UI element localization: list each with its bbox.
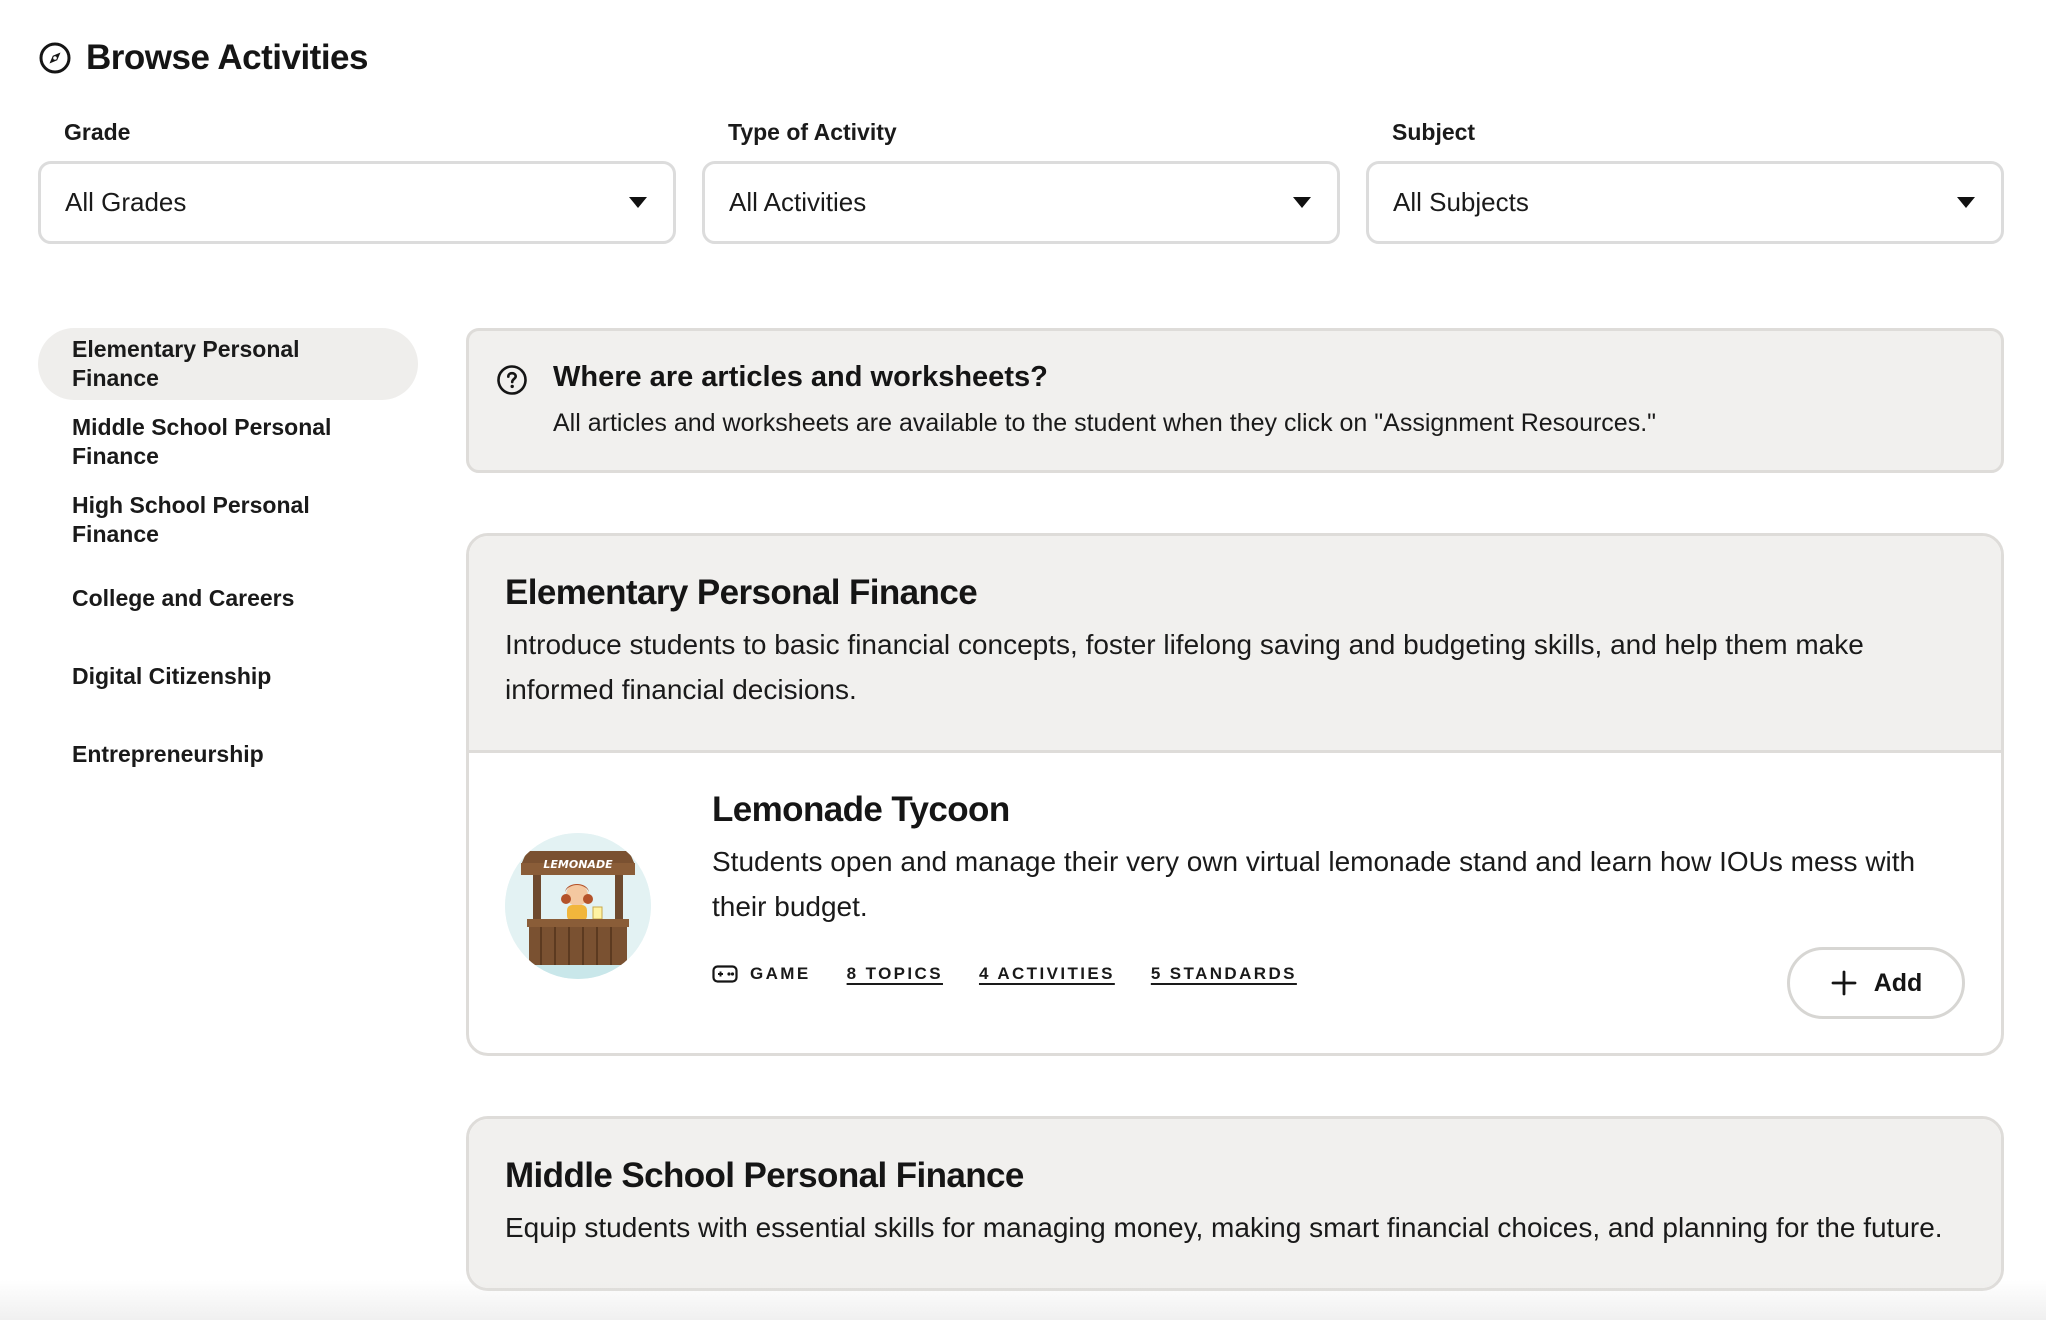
- activity-type-tag: [712, 964, 811, 984]
- section-title: Elementary Personal Finance: [505, 573, 978, 612]
- sidebar-item-college-and-careers[interactable]: [38, 562, 418, 634]
- activity-type-label: GAME: [750, 964, 811, 983]
- caret-down-icon: [1293, 197, 1311, 208]
- plus-icon: [1830, 969, 1858, 997]
- section-description: Equip students with essential skills for managing money, making smart financial choices, and planning for the future.: [505, 1212, 1943, 1243]
- activity-type-filter: [702, 118, 1340, 244]
- sidebar-item-label: High School Personal Finance: [72, 492, 310, 547]
- info-callout-text: All articles and worksheets are available to the student when they click on "Assignment Resources.": [553, 409, 1657, 437]
- subject-filter-label: Subject: [1392, 119, 1476, 145]
- activity-card: [469, 750, 2001, 1053]
- info-callout: [466, 328, 2004, 473]
- grade-filter-label: Grade: [64, 119, 131, 145]
- question-circle-icon: [496, 364, 528, 396]
- standards-link[interactable]: 5 STANDARDS: [1150, 964, 1297, 983]
- lemonade-stand-thumbnail: [505, 833, 651, 979]
- sidebar-item-middle-school-personal-finance[interactable]: [38, 406, 418, 478]
- caret-down-icon: [629, 197, 647, 208]
- activity-type-filter-label: Type of Activity: [728, 119, 897, 145]
- activity-type-select[interactable]: [702, 161, 1340, 244]
- subject-filter: [1366, 118, 2004, 244]
- main-content: [466, 328, 2004, 1291]
- sidebar-item-elementary-personal-finance[interactable]: [38, 328, 418, 400]
- grade-filter: [38, 118, 676, 244]
- sidebar-item-label: Entrepreneurship: [72, 740, 264, 767]
- info-callout-title: Where are articles and worksheets?: [553, 361, 1048, 393]
- add-activity-button[interactable]: [1787, 947, 1965, 1019]
- subject-sidebar: [38, 328, 418, 796]
- activities-link[interactable]: 4 ACTIVITIES: [978, 964, 1115, 983]
- activity-tags: [712, 964, 1297, 984]
- sidebar-item-digital-citizenship[interactable]: [38, 640, 418, 712]
- compass-icon: [38, 41, 72, 75]
- sidebar-item-label: Digital Citizenship: [72, 662, 272, 689]
- sidebar-item-entrepreneurship[interactable]: [38, 718, 418, 790]
- section-description: Introduce students to basic financial concepts, foster lifelong saving and budgeting skills, and help them make informed financial decisions.: [505, 629, 1864, 705]
- page-title: Browse Activities: [86, 38, 368, 77]
- page-header: [38, 38, 368, 78]
- sidebar-item-label: Middle School Personal Finance: [72, 414, 332, 469]
- section-header: [469, 536, 2001, 750]
- grade-select[interactable]: [38, 161, 676, 244]
- grade-select-value: All Grades: [65, 187, 187, 217]
- subject-select-value: All Subjects: [1393, 187, 1529, 217]
- activity-title: Lemonade Tycoon: [712, 790, 1010, 829]
- section-title: Middle School Personal Finance: [505, 1156, 1024, 1195]
- caret-down-icon: [1957, 197, 1975, 208]
- activity-body: [712, 787, 1965, 929]
- activity-description: Students open and manage their very own virtual lemonade stand and learn how IOUs mess with their budget.: [712, 846, 1916, 922]
- subject-select[interactable]: [1366, 161, 2004, 244]
- section-header: [469, 1119, 2001, 1288]
- sidebar-item-high-school-personal-finance[interactable]: [38, 484, 418, 556]
- gamepad-icon: [712, 965, 738, 983]
- section-elementary-personal-finance: [466, 533, 2004, 1056]
- thumbnail-sign-text: LEMONADE: [543, 858, 613, 871]
- filter-bar: [38, 118, 2004, 244]
- sidebar-item-label: Elementary Personal Finance: [72, 336, 300, 391]
- sidebar-item-label: College and Careers: [72, 584, 295, 611]
- activity-type-select-value: All Activities: [729, 187, 867, 217]
- topics-link[interactable]: 8 TOPICS: [846, 964, 943, 983]
- section-middle-school-personal-finance: [466, 1116, 2004, 1291]
- add-button-label: Add: [1873, 968, 1923, 997]
